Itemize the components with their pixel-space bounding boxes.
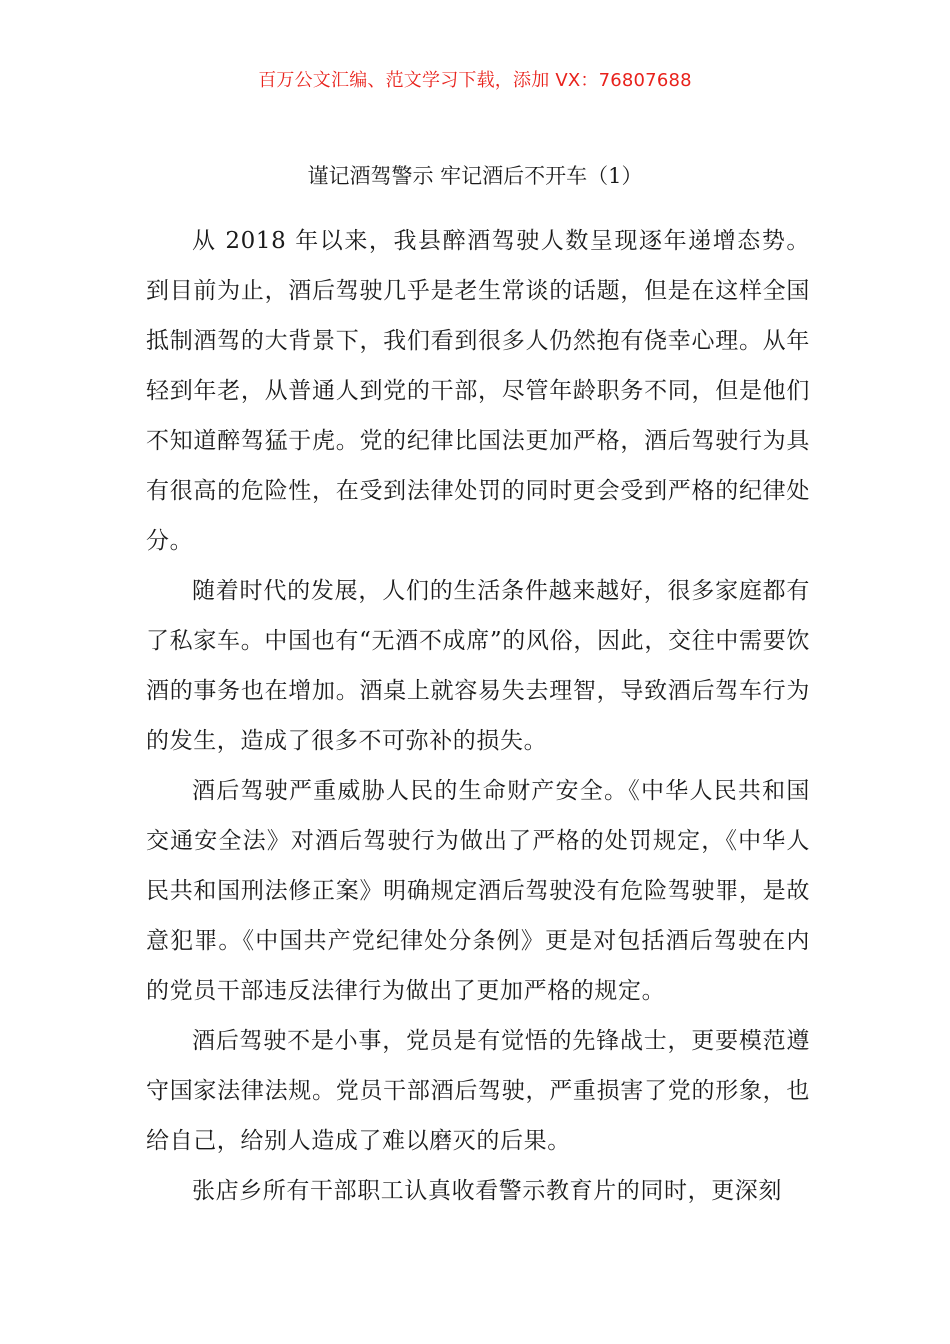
paragraph-5: 张店乡所有干部职工认真收看警示教育片的同时，更深刻 [192, 1178, 782, 1204]
paragraph-1: 从 2018 年以来，我县醉酒驾驶人数呈现逐年递增态势。到目前为止，酒后驾驶几乎是老生常谈的话题，但是在这样全国抵制酒驾的大背景下，我们看到很多人仍然抱有侥幸心理。从年轻到年老，从普通人到党的干部，尽管年龄职务不同，但是他们不知道醉驾猛于虎。党的纪律比国法更加严格，酒后驾驶行为具有很高的危险性，在受到法律处罚的同时更会受到严格的纪律处分。 [146, 228, 810, 554]
document-body [146, 216, 810, 1216]
document-title: 谨记酒驾警示 牢记酒后不开车（1） [307, 164, 643, 188]
paragraph-4: 酒后驾驶不是小事，党员是有觉悟的先锋战士，更要模范遵守国家法律法规。党员干部酒后驾驶，严重损害了党的形象，也给自己，给别人造成了难以磨灭的后果。 [146, 1028, 810, 1154]
header-banner: 百万公文汇编、范文学习下载，添加 VX：76807688 [258, 70, 692, 91]
paragraph-3: 酒后驾驶严重威胁人民的生命财产安全。《中华人民共和国交通安全法》对酒后驾驶行为做出了严格的处罚规定，《中华人民共和国刑法修正案》明确规定酒后驾驶没有危险驾驶罪，是故意犯罪。《中国共产党纪律处分条例》更是对包括酒后驾驶在内的党员干部违反法律行为做出了更加严格的规定。 [146, 778, 810, 1004]
paragraph-2: 随着时代的发展，人们的生活条件越来越好，很多家庭都有了私家车。中国也有“无酒不成席”的风俗，因此，交往中需要饮酒的事务也在增加。酒桌上就容易失去理智，导致酒后驾车行为的发生，造成了很多不可弥补的损失。 [146, 578, 810, 754]
